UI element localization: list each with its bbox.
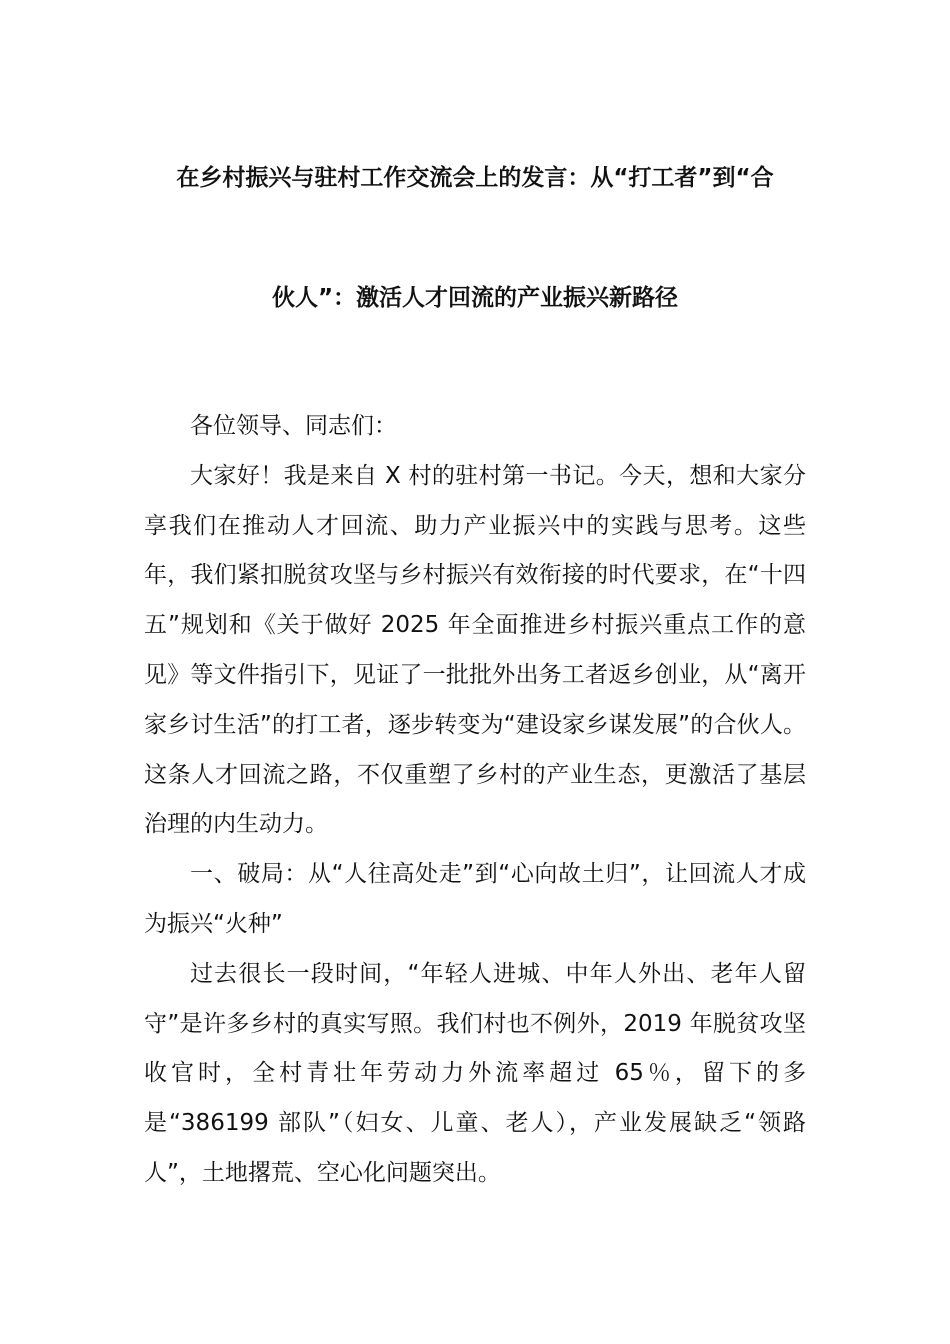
document-body — [144, 402, 806, 1199]
document-title-line-2: 伙人”：激活人才回流的产业振兴新路径 — [271, 285, 679, 311]
body-paragraph: 过去很长一段时间，“年轻人进城、中年人外出、老年人留守”是许多乡村的真实写照。我们村也不例外，2019 年脱贫攻坚收官时，全村青壮年劳动力外流率超过 65％，留下的多是“386199 部队”（妇女、儿童、老人），产业发展缺乏“领路人”，土地撂荒、空心化问题突出。 — [144, 960, 806, 1186]
document-title-line-1: 在乡村振兴与驻村工作交流会上的发言：从“打工者”到“合 — [176, 165, 774, 191]
section-heading-1: 一、破局：从“人往高处走”到“心向故土归”，让回流人才成为振兴“火种” — [144, 861, 806, 937]
intro-paragraph: 大家好！我是来自 X 村的驻村第一书记。今天，想和大家分享我们在推动人才回流、助力产业振兴中的实践与思考。这些年，我们紧扣脱贫攻坚与乡村振兴有效衔接的时代要求，在“十四五”规划和《关于做好 2025 年全面推进乡村振兴重点工作的意见》等文件指引下，见证了一批批外出务工者返乡创业，从“离开家乡讨生活”的打工者，逐步转变为“建设家乡谋发展”的合伙人。这条人才回流之路，不仅重塑了乡村的产业生态，更激活了基层治理的内生动力。 — [144, 462, 806, 838]
salutation-paragraph: 各位领导、同志们： — [190, 413, 397, 439]
